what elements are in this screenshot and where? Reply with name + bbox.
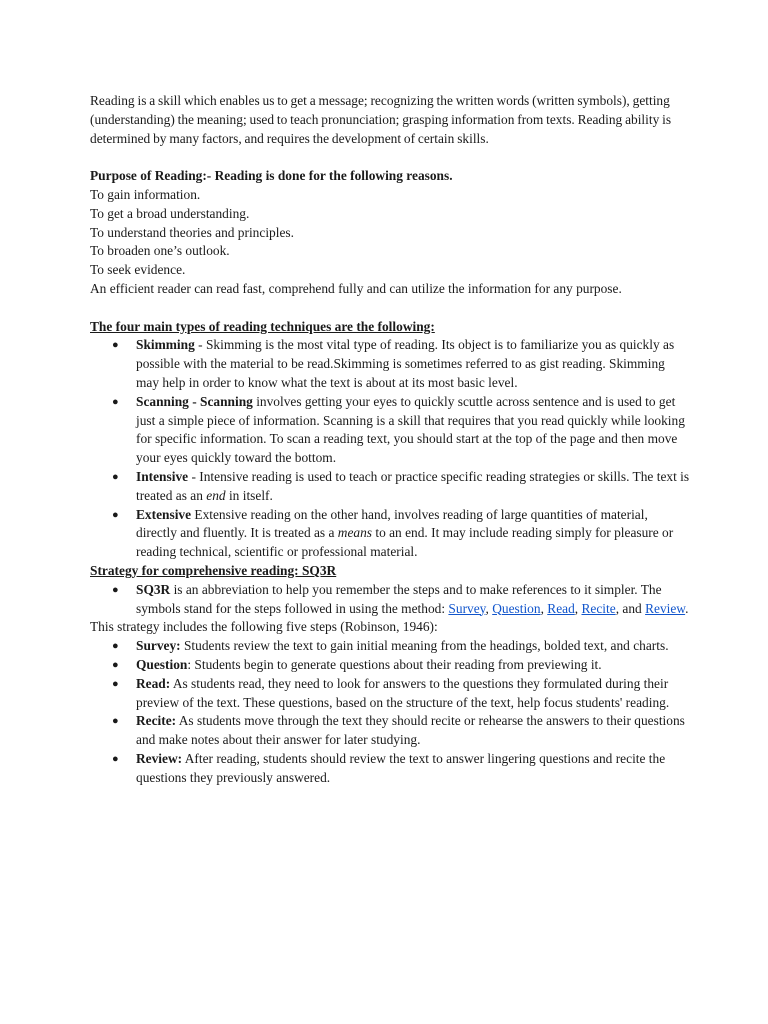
step-term: Recite: [136,713,177,729]
separator: , [485,600,493,616]
technique-text: - Intensive reading is used to teach or practice specific reading strategies or skills. The text is treated as an [136,468,690,503]
purpose-reason: To get a broad understanding. [90,205,250,221]
list-item [90,336,690,392]
technique-text: Extensive reading on the other hand, involves reading of large quantities of material, directly and fluently. It is treated as a [136,506,648,541]
purpose-reason: To understand theories and principles. [90,224,294,240]
document-page [90,92,690,787]
technique-text: - Skimming is the most vital type of reading. Its object is to familiarize you as quickly as possible with the material to be read.Skimming is sometimes referred to as gist reading. Skimming may help in order to know what the text is about at its most basic level. [136,337,675,390]
bullet-icon: ● [112,508,119,521]
purpose-reason: To broaden one’s outlook. [90,243,230,259]
technique-term: Skimming [136,337,195,353]
spacer [90,299,690,318]
link-review[interactable]: Review [645,600,686,616]
bullet-icon: ● [112,752,119,765]
step-term: Question [136,656,188,672]
strategy-heading: Strategy for comprehensive reading: SQ3R [90,562,337,578]
steps-intro: This strategy includes the following five steps (Robinson, 1946): [90,619,438,635]
bullet-icon: ● [112,583,119,596]
link-read[interactable]: Read [547,600,575,616]
separator: , and [615,600,646,616]
technique-text-end: in itself. [225,487,273,503]
strategy-term: SQ3R [136,581,171,597]
list-item [90,656,690,675]
list-item [90,506,690,562]
step-term: Read: [136,675,171,691]
step-text: : Students begin to generate questions about their reading from previewing it. [187,656,602,672]
separator: , [574,600,582,616]
purpose-reason: To seek evidence. [90,262,186,278]
bullet-icon: ● [112,339,119,352]
step-term: Survey: [136,638,181,654]
intro-paragraph: Reading is a skill which enables us to get a message; recognizing the written words (written symbols), getting (understanding) the meaning; used to teach pronunciation; grasping information from texts. Reading ability is determined by many factors, and requires the development of certain skills. [90,93,672,146]
techniques-heading: The four main types of reading techniques are the following: [90,318,435,334]
purpose-closing: An efficient reader can read fast, comprehend fully and can utilize the information for any purpose. [90,280,622,296]
list-item [90,637,690,656]
list-item [90,675,690,713]
step-text: After reading, students should review the text to answer lingering questions and recite the questions they previously answered. [136,750,666,785]
technique-term: Extensive [136,506,192,522]
list-item [90,750,690,788]
bullet-icon: ● [112,677,119,690]
bullet-icon: ● [112,640,119,653]
strategy-text: is an abbreviation to help you remember the steps and to make references to it simpler. The symbols stand for the steps followed in using the method: [136,581,662,616]
list-item [90,468,690,506]
technique-emphasis: means [337,525,372,541]
bullet-icon: ● [112,395,119,408]
link-question[interactable]: Question [492,600,541,616]
link-recite[interactable]: Recite [581,600,616,616]
list-item [90,581,690,619]
technique-term: Intensive [136,468,189,484]
step-text: Students review the text to gain initial meaning from the headings, bolded text, and charts. [180,638,669,654]
technique-emphasis: end [206,487,226,503]
technique-text: involves getting your eyes to quickly scuttle across sentence and is used to get just a simple piece of information. Scanning is a skill that requires that you read quickly while looking for specific information. To scan a reading text, you should start at the top of the page and then move your eyes quickly toward the bottom. [136,393,685,466]
separator: . [685,600,689,616]
techniques-list [90,336,690,562]
step-text: As students read, they need to look for answers to the questions they formulated during their preview of the text. These questions, based on the structure of the text, help focus students' reading. [136,675,670,710]
bullet-icon: ● [112,470,119,483]
step-term: Review: [136,750,183,766]
list-item [90,393,690,468]
link-survey[interactable]: Survey [448,600,486,616]
bullet-icon: ● [112,658,119,671]
list-item [90,712,690,750]
purpose-heading: Purpose of Reading:- Reading is done for the following reasons. [90,168,453,184]
step-text: As students move through the text they should recite or rehearse the answers to their questions and make notes about their answer for later studying. [136,713,685,748]
separator: , [540,600,548,616]
steps-list [90,637,690,787]
purpose-reason: To gain information. [90,186,201,202]
technique-text-end: to an end. It may include reading simply for pleasure or reading technical, scientific or professional material. [136,525,674,560]
technique-term: Scanning - Scanning [136,393,253,409]
strategy-list [90,581,690,619]
bullet-icon: ● [112,715,119,728]
spacer [90,148,690,167]
